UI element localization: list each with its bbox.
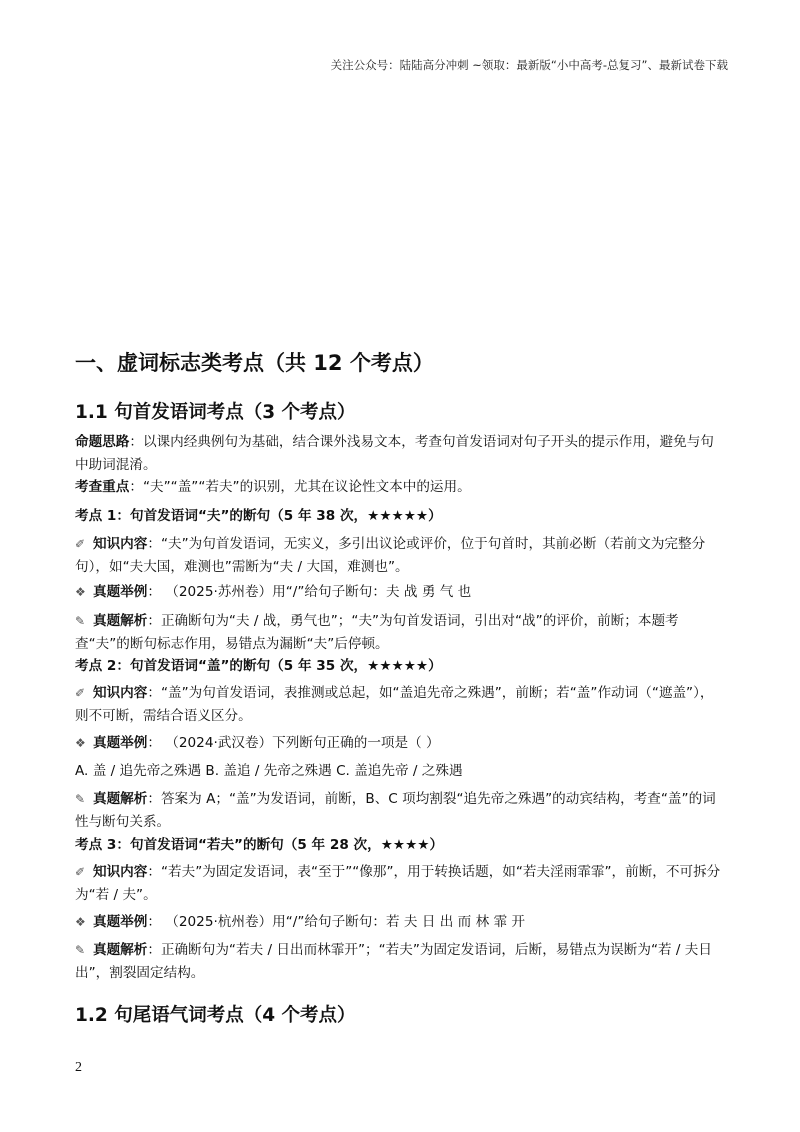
knowledge [75,861,727,907]
example [75,581,727,604]
text: ：正确断句为“夫 / 战，勇气也”；“夫”为句首发语词，引出对“战”的评价，前断；本题考查“夫”的断句标志作用，易错点为漏断“夫”后停顿。 [75,613,679,652]
label: 真题解析 [93,613,148,629]
point-title: 考点 2：句首发语词“盖”的断句（5 年 35 次，★★★★★） [75,658,442,674]
label: 真题举例 [93,584,148,600]
options: A. 盖 / 追先帝之殊遇 B. 盖追 / 先帝之殊遇 C. 盖追先帝 / 之殊遇 [75,763,463,779]
label: 考查重点 [75,479,130,495]
section-heading-1-2: 1.2 句尾语气词考点（4 个考点） [75,1005,356,1026]
pencil-icon: ✐ [75,537,86,551]
diamond-bullet-icon: ❖ [75,736,86,750]
section-heading-1-1: 1.1 句首发语词考点（3 个考点） [75,402,356,423]
pencil-icon: ✐ [75,686,86,700]
label: 真题举例 [93,914,148,930]
label: 真题举例 [93,735,148,751]
text: ： （2025·杭州卷）用“/”给句子断句：若 夫 日 出 而 林 霏 开 [147,914,525,930]
text: ：“若夫”为固定发语词，表“至于”“像那”，用于转换话题，如“若夫淫雨霏霏”，前断，不可拆分为“若 / 夫”。 [75,864,721,903]
analysis [75,939,727,985]
pencil-icon: ✐ [75,865,86,879]
pen-icon: ✎ [75,792,86,806]
text: ：正确断句为“若夫 / 日出而林霏开”；“若夫”为固定发语词，后断，易错点为误断为“若 / 夫日出”，割裂固定结构。 [75,942,712,981]
label: 命题思路 [75,434,130,450]
pen-icon: ✎ [75,943,86,957]
text: ： （2025·苏州卷）用“/”给句子断句：夫 战 勇 气 也 [147,584,472,600]
page-header: 关注公众号：陆陆高分冲刺 ~领取：最新版“小中高考-总复习”、最新试卷下载 [330,58,728,72]
text: ：以课内经典例句为基础，结合课外浅易文本，考查句首发语词对句子开头的提示作用，避免与句中助词混淆。 [75,434,714,473]
label: 真题解析 [93,791,148,807]
example [75,732,727,755]
pen-icon: ✎ [75,614,86,628]
label: 知识内容 [93,685,148,701]
point-title: 考点 1：句首发语词“夫”的断句（5 年 38 次，★★★★★） [75,508,442,524]
label: 知识内容 [93,536,148,552]
analysis [75,788,727,834]
knowledge [75,682,727,728]
text: ： （2024·武汉卷）下列断句正确的一项是（ ） [147,735,440,751]
text: ：答案为 A；“盖”为发语词，前断，B、C 项均割裂“追先帝之殊遇”的动宾结构，考查“盖”的词性与断句关系。 [75,791,716,830]
text: ：“夫”为句首发语词，无实义，多引出议论或评价，位于句首时，其前必断（若前文为完整分句），如“夫大国，难测也”需断为“夫 / 大国，难测也”。 [75,536,706,575]
label: 真题解析 [93,942,148,958]
diamond-bullet-icon: ❖ [75,915,86,929]
chapter-heading: 一、虚词标志类考点（共 12 个考点） [75,351,434,375]
point-title: 考点 3：句首发语词“若夫”的断句（5 年 28 次，★★★★） [75,837,444,853]
example [75,911,727,934]
knowledge [75,533,727,579]
proposition-idea [75,431,727,477]
exam-focus [75,476,727,499]
label: 知识内容 [93,864,148,880]
text: ：“夫”“盖”“若夫”的识别，尤其在议论性文本中的运用。 [129,479,471,495]
analysis [75,610,727,656]
diamond-bullet-icon: ❖ [75,585,86,599]
text: ：“盖”为句首发语词，表推测或总起，如“盖追先帝之殊遇”，前断；若“盖”作动词（“遮盖”），则不可断，需结合语义区分。 [75,685,714,724]
page-number: 2 [75,1060,82,1075]
